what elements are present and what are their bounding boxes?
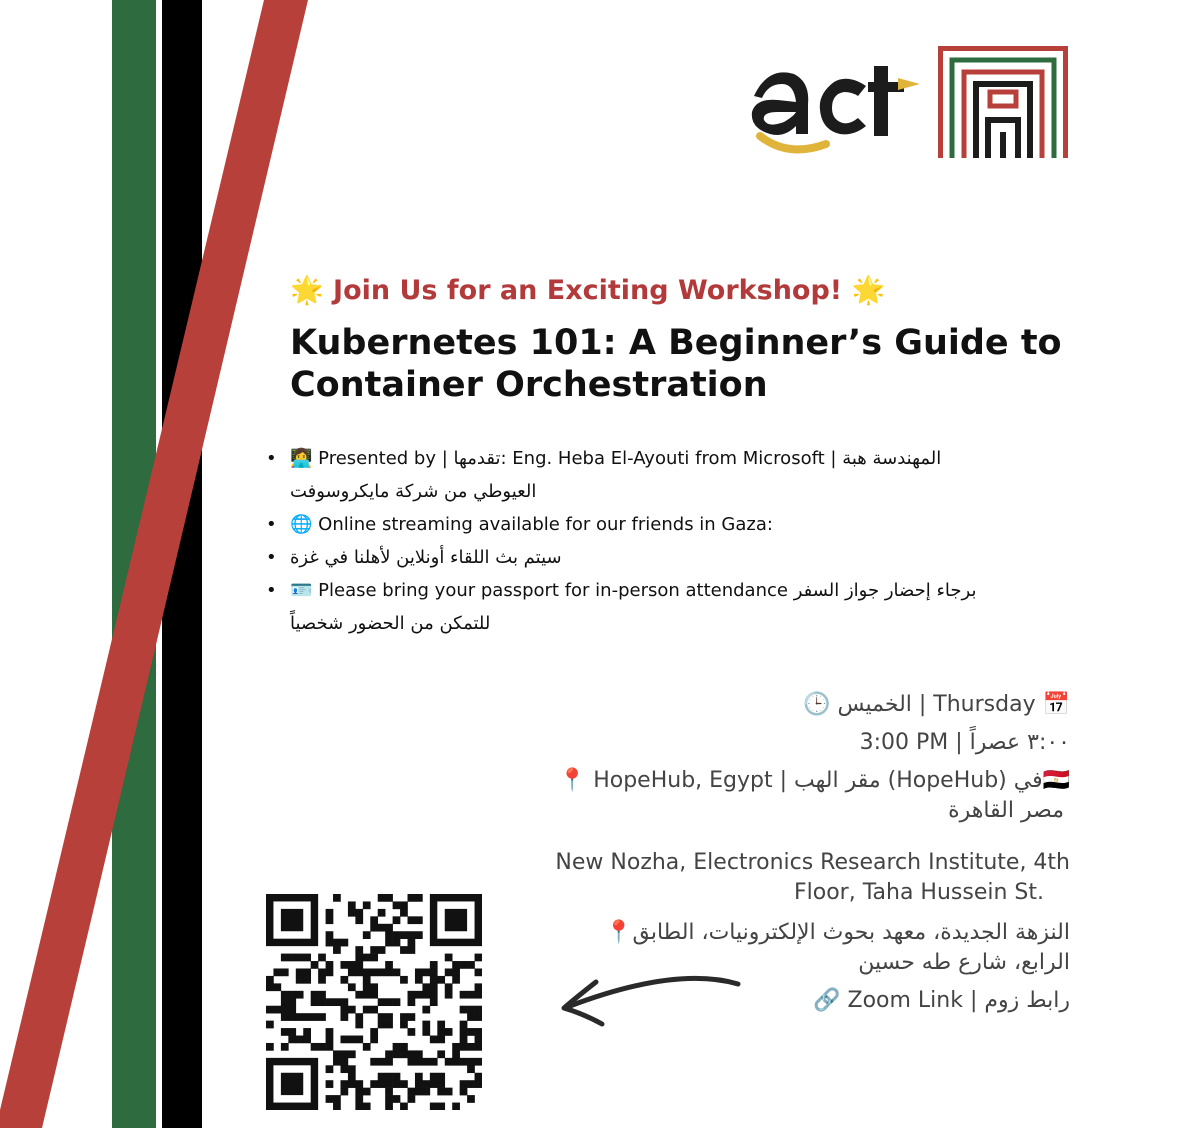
address-ar-line2: الرابع، شارع طه حسين xyxy=(858,950,1070,975)
list-item-presenter xyxy=(266,442,1096,475)
event-time: 3:00 PM | ٣:٠٠ عصراً xyxy=(859,730,1070,755)
streaming-text-ar: سيتم بث اللقاء أونلاين لأهلنا في غزة xyxy=(290,547,562,568)
globe-icon: 🌐 xyxy=(290,514,313,535)
event-venue-city: مصر القاهرة xyxy=(948,798,1064,823)
streaming-text: Online streaming available for our friends in Gaza: xyxy=(318,514,773,535)
id-card-icon: 🪪 xyxy=(290,580,313,601)
star-sparkle-icon: 🌟 xyxy=(290,275,324,306)
list-item-passport xyxy=(266,574,1096,607)
passport-text-ar: للتمكن من الحضور شخصياً xyxy=(290,613,491,634)
bullet-dot: • xyxy=(266,547,277,568)
list-item-presenter-cont xyxy=(266,475,1096,508)
bullet-dot: • xyxy=(266,580,277,601)
presenter-text-ar: العيوطي من شركة مايكروسوفت xyxy=(290,481,537,502)
presenter-icon: 👩‍💻 xyxy=(290,448,313,469)
address-en-line2: Floor, Taha Hussein St. xyxy=(794,880,1044,905)
zoom-link[interactable]: 🔗 Zoom Link | رابط زوم xyxy=(813,988,1070,1013)
event-day: 🕒 الخميس | Thursday 📅 xyxy=(803,692,1070,717)
presenter-text: Presented by | تقدمها: Eng. Heba El-Ayouti from Microsoft | المهندسة هبة xyxy=(318,448,942,469)
address-ar-line1: 📍النزهة الجديدة، معهد بحوث الإلكترونيات، الطابق xyxy=(605,920,1070,945)
arrow-left-icon xyxy=(556,962,742,1030)
event-venue: 📍 HopeHub, Egypt | مقر الهب (HopeHub) في🇪🇬 xyxy=(558,768,1070,793)
arch-logo xyxy=(938,46,1068,158)
tagline-text: Join Us for an Exciting Workshop! xyxy=(333,275,843,306)
zoom-qr-code[interactable] xyxy=(266,894,482,1110)
act-logo xyxy=(748,52,928,162)
details-list xyxy=(266,442,1096,640)
tagline xyxy=(290,274,990,306)
bullet-dot: • xyxy=(266,514,277,535)
list-item-passport-cont xyxy=(266,607,1096,640)
passport-text: Please bring your passport for in-person attendance برجاء إحضار جواز السفر xyxy=(318,580,977,601)
star-sparkle-icon: 🌟 xyxy=(851,275,886,306)
workshop-title: Kubernetes 101: A Beginner’s Guide to Container Orchestration xyxy=(290,323,1062,405)
address-en-line1: New Nozha, Electronics Research Institute, 4th xyxy=(555,850,1070,875)
list-item-streaming xyxy=(266,508,1096,541)
list-item-streaming-ar xyxy=(266,541,1096,574)
bullet-dot: • xyxy=(266,448,277,469)
